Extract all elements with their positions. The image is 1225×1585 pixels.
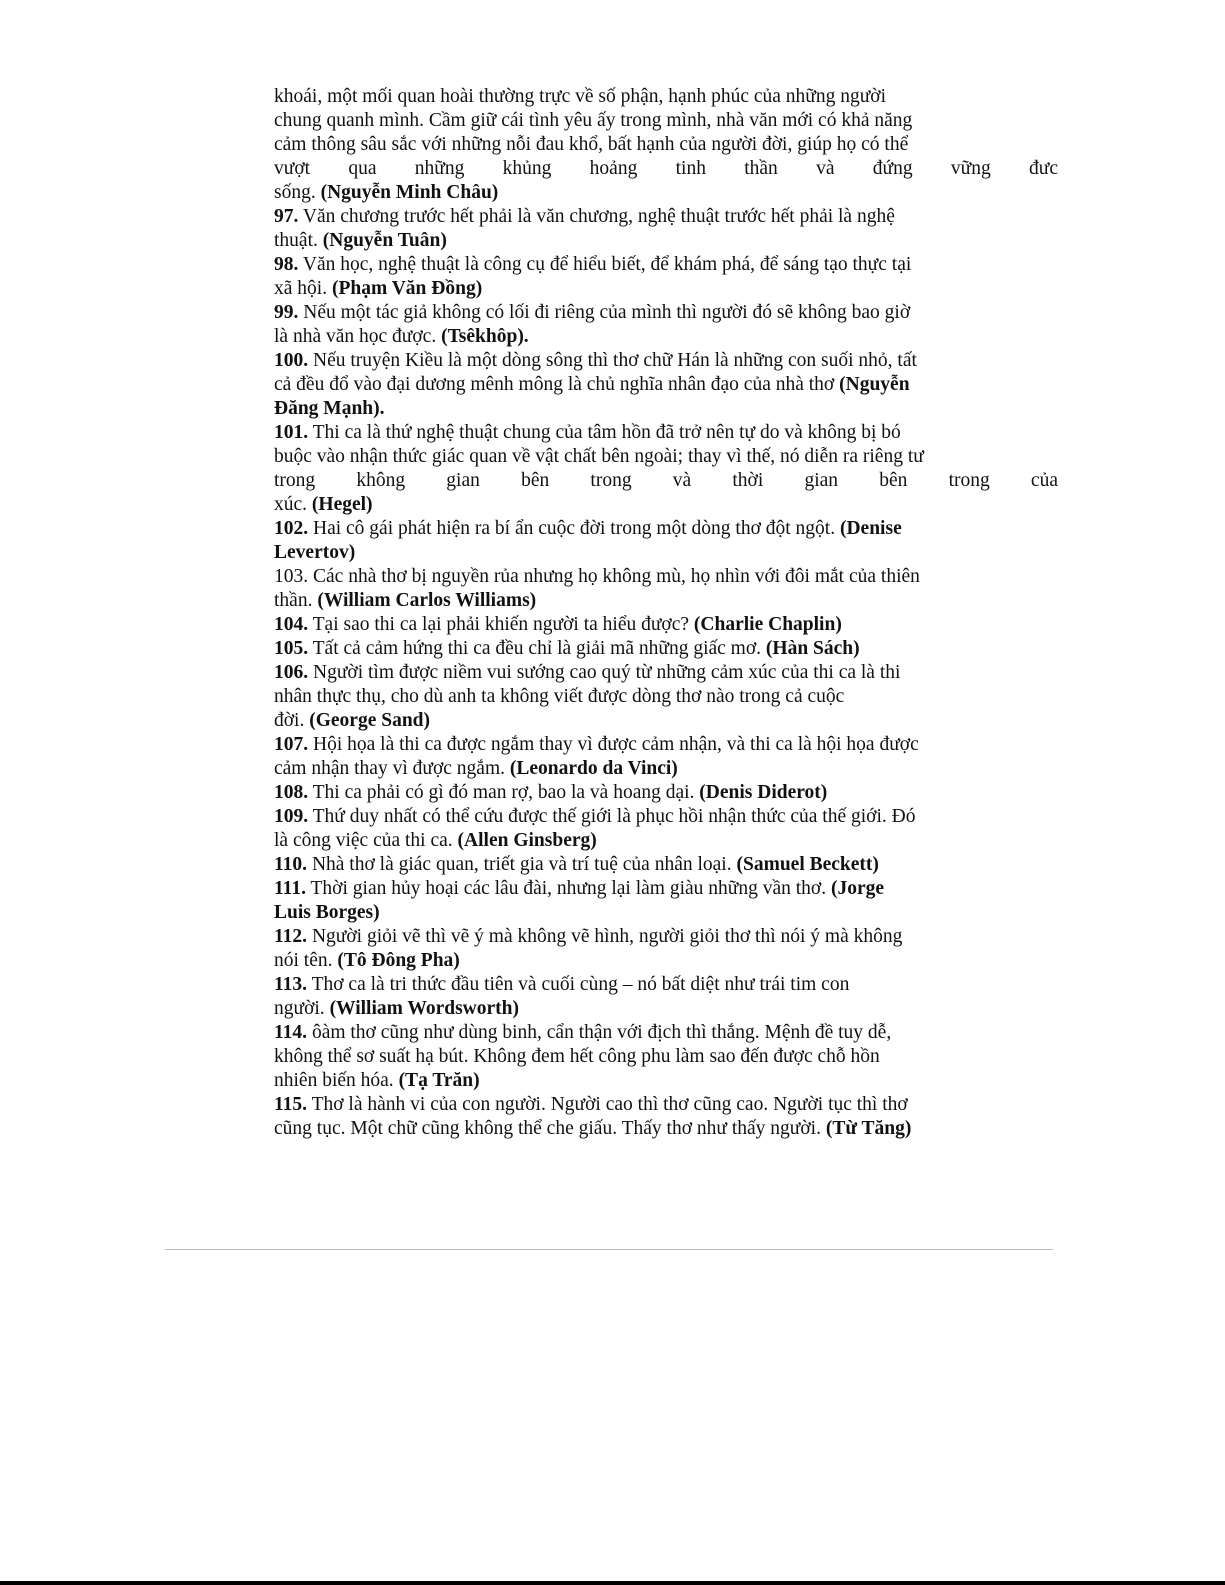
quote-text: cảm nhận thay vì được ngắm.: [274, 758, 510, 779]
justified-word: trong: [590, 470, 632, 491]
quote-text: sống.: [274, 182, 321, 203]
justified-word: gian: [446, 470, 480, 491]
quote-text: Hai cô gái phát hiện ra bí ẩn cuộc đời trong một dòng thơ đột ngột.: [308, 518, 840, 539]
quote-author: (Denis Diderot): [699, 782, 828, 803]
text-line: [274, 109, 974, 133]
text-line: [274, 301, 974, 325]
quote-number: 105.: [274, 638, 309, 659]
justified-word: bên: [879, 470, 908, 491]
text-line: [274, 781, 974, 805]
text-line: [274, 925, 974, 949]
quote-author: (William Wordsworth): [329, 998, 519, 1019]
justified-word: khủng: [502, 158, 552, 179]
quote-text: thần.: [274, 590, 318, 611]
text-line: [274, 1117, 974, 1141]
text-line: [274, 445, 974, 469]
justified-word: thời: [732, 470, 764, 491]
justified-word: trong: [274, 470, 316, 491]
text-line: [274, 973, 974, 997]
quote-author: (Từ Tăng): [825, 1118, 912, 1139]
quote-author: (Leonardo da Vinci): [509, 758, 678, 779]
justified-word: vượt: [274, 158, 311, 179]
text-line: [274, 637, 974, 661]
quote-text: Nhà thơ là giác quan, triết gia và trí tuệ của nhân loại.: [307, 854, 737, 875]
quote-text: Tại sao thi ca lại phải khiến người ta hiểu được?: [308, 614, 694, 635]
justified-word: đưc: [1029, 158, 1058, 179]
quote-text: Văn học, nghệ thuật là công cụ để hiểu biết, để khám phá, để sáng tạo thực tại: [298, 254, 912, 275]
quote-author: Đăng Mạnh).: [274, 398, 385, 419]
justified-word: những: [414, 158, 465, 179]
quote-text: nhân thực thụ, cho dù anh ta không viết được dòng thơ nào trong cả cuộc: [274, 686, 845, 707]
quote-author: (Allen Ginsberg): [457, 830, 597, 851]
text-line: [274, 661, 974, 685]
quote-text: là nhà văn học được.: [274, 326, 442, 347]
justified-word: trong: [948, 470, 990, 491]
justified-word: bên: [521, 470, 550, 491]
quote-number: 111.: [274, 878, 306, 899]
quote-text: Nếu một tác giả không có lối đi riêng của mình thì người đó sẽ không bao giờ: [298, 302, 911, 323]
quote-number: 110.: [274, 854, 308, 875]
quote-number: 114.: [274, 1022, 308, 1043]
text-line: [274, 397, 974, 421]
quote-author: (Jorge: [830, 878, 885, 899]
text-line: [274, 229, 974, 253]
quote-number: 98.: [274, 254, 299, 275]
text-line: [274, 829, 974, 853]
text-line: [274, 877, 974, 901]
quote-number: 106.: [274, 662, 309, 683]
quote-text: chung quanh mình. Cầm giữ cái tình yêu ấy trong mình, nhà văn mới có khả năng: [274, 110, 913, 131]
justified-word: của: [1030, 470, 1058, 491]
quote-number: 102.: [274, 518, 309, 539]
justified-word: qua: [348, 158, 377, 179]
quote-text: không thể sơ suất hạ bút. Không đem hết công phu làm sao đến được chỗ hồn: [274, 1046, 880, 1067]
text-line: [274, 493, 974, 517]
text-line: [274, 157, 1058, 181]
text-line: [274, 757, 974, 781]
quote-number: 99.: [274, 302, 299, 323]
quote-author: (Samuel Beckett): [736, 854, 879, 875]
quote-text: buộc vào nhận thức giác quan về vật chất bên ngoài; thay vì thế, nó diễn ra riêng tư: [274, 446, 924, 467]
quote-author: (Tạ Trăn): [398, 1070, 480, 1091]
quote-author: Levertov): [274, 542, 356, 563]
justified-word: không: [356, 470, 406, 491]
text-line: [274, 901, 974, 925]
text-line: [274, 349, 974, 373]
quote-text: thuật.: [274, 230, 323, 251]
quote-text: Thi ca là thứ nghệ thuật chung của tâm hồn đã trở nên tự do và không bị bó: [308, 422, 901, 443]
text-line: [274, 373, 974, 397]
text-line: [274, 1093, 974, 1117]
quote-number: 107.: [274, 734, 309, 755]
text-line: [274, 181, 974, 205]
quote-text: là công việc của thi ca.: [274, 830, 458, 851]
quote-text: Thời gian hủy hoại các lâu đài, nhưng lại làm giàu những vần thơ.: [305, 878, 831, 899]
justified-word: hoảng: [589, 158, 638, 179]
quote-author: (Tô Đông Pha): [337, 950, 460, 971]
quote-author: (Tsêkhôp).: [441, 326, 529, 347]
text-line: [274, 517, 974, 541]
quote-text: 103. Các nhà thơ bị nguyền rủa nhưng họ không mù, họ nhìn với đôi mắt của thiên: [274, 566, 920, 587]
quote-text: Thi ca phải có gì đó man rợ, bao la và hoang dại.: [308, 782, 700, 803]
text-line: [274, 1045, 974, 1069]
quote-author: (George Sand): [309, 710, 431, 731]
text-line: [274, 997, 974, 1021]
text-line: [274, 421, 974, 445]
justified-word: gian: [804, 470, 839, 491]
text-line: [274, 709, 974, 733]
quote-text: Người tìm được niềm vui sướng cao quý từ những cảm xúc của thi ca là thi: [308, 662, 901, 683]
quote-text: Hội họa là thi ca được ngắm thay vì được cảm nhận, và thi ca là hội họa được: [308, 734, 919, 755]
quote-author: (Nguyễn Tuân): [322, 230, 447, 251]
text-line: [274, 613, 974, 637]
quote-text: người.: [274, 998, 330, 1019]
quote-number: 112.: [274, 926, 308, 947]
footer-divider: [165, 1249, 1053, 1250]
quote-text: Văn chương trước hết phải là văn chương, nghệ thuật trước hết phải là nghệ: [298, 206, 895, 227]
quote-text: Thơ ca là tri thức đầu tiên và cuối cùng – nó bất diệt như trái tim con: [307, 974, 850, 995]
text-line: [274, 565, 974, 589]
justified-word: thần: [744, 158, 778, 179]
text-line: [274, 733, 974, 757]
text-line: [274, 541, 974, 565]
page-bottom-edge: [0, 1581, 1225, 1585]
quote-text: nói tên.: [274, 950, 338, 971]
text-line: [274, 205, 974, 229]
quote-text: Thứ duy nhất có thể cứu được thế giới là phục hồi nhận thức của thế giới. Đó: [308, 806, 916, 827]
text-line: [274, 589, 974, 613]
quote-number: 104.: [274, 614, 309, 635]
text-line: [274, 685, 974, 709]
text-line: [274, 325, 974, 349]
text-line: [274, 253, 974, 277]
quote-number: 113.: [274, 974, 308, 995]
quote-text: cảm thông sâu sắc với những nỗi đau khổ, bất hạnh của người đời, giúp họ có thể: [274, 134, 909, 155]
justified-word: và: [816, 158, 835, 179]
quote-author: (Charlie Chaplin): [693, 614, 842, 635]
quote-text: xã hội.: [274, 278, 332, 299]
text-line: [274, 469, 1058, 493]
quote-number: 97.: [274, 206, 299, 227]
quote-text: Nếu truyện Kiều là một dòng sông thì thơ chữ Hán là những con suối nhỏ, tất: [308, 350, 917, 371]
text-line: [274, 277, 974, 301]
justified-word: và: [672, 470, 692, 491]
quote-number: 100.: [274, 350, 309, 371]
quote-text: Người giỏi vẽ thì vẽ ý mà không vẽ hình, người giỏi thơ thì nói ý mà không: [307, 926, 903, 947]
quote-text: ôàm thơ cũng như dùng binh, cẩn thận với địch thì thắng. Mệnh đề tuy dễ,: [307, 1022, 892, 1043]
quote-text: khoái, một mối quan hoài thường trực về số phận, hạnh phúc của những người: [274, 86, 887, 107]
quote-author: (William Carlos Williams): [317, 590, 537, 611]
quote-author: Luis Borges): [274, 902, 380, 923]
quote-text: nhiên biến hóa.: [274, 1070, 399, 1091]
quote-author: (Hegel): [311, 494, 373, 515]
justified-word: đứng: [872, 158, 913, 179]
text-line: [274, 853, 974, 877]
text-line: [274, 1021, 974, 1045]
quote-text: cũng tục. Một chữ cũng không thể che giấu. Thấy thơ như thấy người.: [274, 1118, 826, 1139]
quote-text: xúc.: [274, 494, 312, 515]
justified-word: vững: [950, 158, 991, 179]
quote-author: (Denise: [839, 518, 902, 539]
justified-word: tinh: [675, 158, 706, 179]
text-line: [274, 805, 974, 829]
quote-text-block: [274, 85, 1058, 1141]
quote-author: (Nguyễn: [839, 374, 910, 395]
quote-number: 115.: [274, 1094, 308, 1115]
quote-text: đời.: [274, 710, 310, 731]
quote-author: (Hàn Sách): [765, 638, 860, 659]
quote-number: 108.: [274, 782, 309, 803]
quote-author: (Nguyễn Minh Châu): [320, 182, 499, 203]
quote-author: (Phạm Văn Đồng): [331, 278, 483, 299]
text-line: [274, 1069, 974, 1093]
text-line: [274, 949, 974, 973]
quote-number: 109.: [274, 806, 309, 827]
quote-text: Thơ là hành vi của con người. Người cao thì thơ cũng cao. Người tục thì thơ: [307, 1094, 908, 1115]
text-line: [274, 133, 974, 157]
quote-number: 101.: [274, 422, 309, 443]
quote-text: Tất cả cảm hứng thi ca đều chỉ là giải mã những giấc mơ.: [308, 638, 766, 659]
quote-text: cả đều đổ vào đại dương mênh mông là chủ nghĩa nhân đạo của nhà thơ: [274, 374, 840, 395]
text-line: [274, 85, 974, 109]
